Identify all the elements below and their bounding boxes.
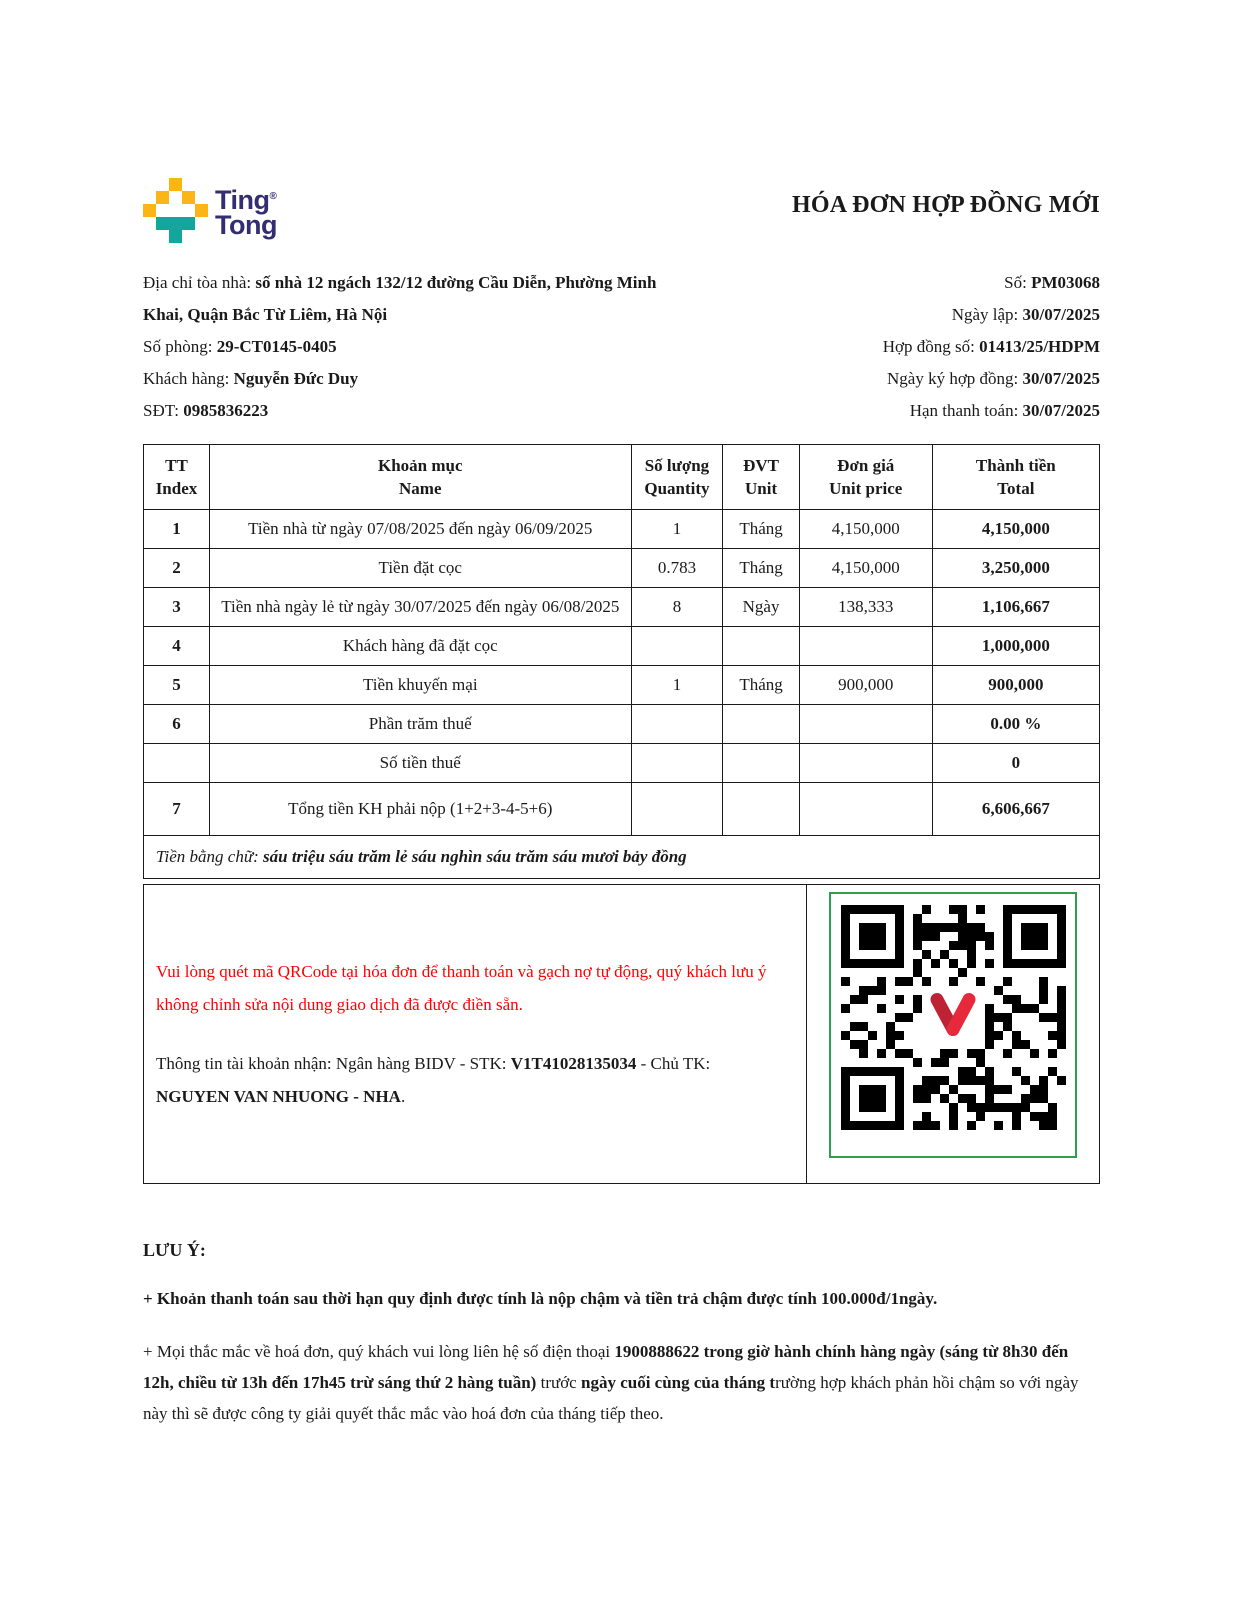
table-cell-total: 1,106,667 xyxy=(932,588,1099,627)
table-cell-index: 4 xyxy=(144,627,210,666)
table-cell-name: Số tiền thuế xyxy=(209,744,631,783)
qr-cell xyxy=(807,885,1099,1183)
header xyxy=(143,178,1100,242)
table-row xyxy=(144,627,1100,666)
page-title: HÓA ĐƠN HỢP ĐỒNG MỚI xyxy=(791,192,1100,218)
table-cell-price xyxy=(799,705,932,744)
table-cell-price: 138,333 xyxy=(799,588,932,627)
tingtong-logo-icon xyxy=(143,178,206,242)
invoice-table-body xyxy=(144,510,1100,836)
table-cell-qty: 1 xyxy=(631,666,723,705)
bank-account-info: Thông tin tài khoản nhận: Ngân hàng BIDV - STK: V1T41028135034 - Chủ TK: NGUYEN VAN NHUONG - NHA. xyxy=(156,1053,711,1106)
table-cell-name: Tiền nhà ngày lẻ từ ngày 30/07/2025 đến ngày 06/08/2025 xyxy=(209,588,631,627)
amount-in-words: Tiền bằng chữ: sáu triệu sáu trăm lẻ sáu nghìn sáu trăm sáu mươi bảy đồng xyxy=(143,835,1100,879)
table-row xyxy=(144,705,1100,744)
table-cell-qty: 1 xyxy=(631,510,723,549)
invoice-info xyxy=(143,267,1100,427)
notes-heading: LƯU Ý: xyxy=(143,1239,206,1260)
brand-wordmark: Ting® Tong xyxy=(215,185,277,240)
table-cell-index: 7 xyxy=(144,783,210,836)
table-cell-unit: Ngày xyxy=(723,588,799,627)
table-cell-name: Tiền nhà từ ngày 07/08/2025 đến ngày 06/09/2025 xyxy=(209,510,631,549)
table-cell-price xyxy=(799,627,932,666)
table-cell-price: 4,150,000 xyxy=(799,549,932,588)
table-cell-name: Tiền khuyến mại xyxy=(209,666,631,705)
notes-section xyxy=(143,1240,1100,1429)
invoice-number: Số: PM03068 xyxy=(1004,273,1100,292)
contract-sign-date: Ngày ký hợp đồng: 30/07/2025 xyxy=(887,369,1100,388)
table-row xyxy=(144,744,1100,783)
col-header-quantity: Số lượng Quantity xyxy=(631,445,723,510)
table-cell-name: Phần trăm thuế xyxy=(209,705,631,744)
table-cell-index: 1 xyxy=(144,510,210,549)
table-row xyxy=(144,588,1100,627)
payment-instructions xyxy=(144,885,807,1183)
col-header-unit: ĐVT Unit xyxy=(723,445,799,510)
table-cell-unit xyxy=(723,627,799,666)
table-cell-index: 6 xyxy=(144,705,210,744)
building-address: Địa chỉ tòa nhà: số nhà 12 ngách 132/12 đường Cầu Diễn, Phường Minh Khai, Quận Bắc Từ Liêm, Hà Nội xyxy=(143,273,657,324)
table-cell-index: 5 xyxy=(144,666,210,705)
table-cell-name: Khách hàng đã đặt cọc xyxy=(209,627,631,666)
table-cell-unit xyxy=(723,744,799,783)
issue-date: Ngày lập: 30/07/2025 xyxy=(951,305,1100,324)
table-cell-price xyxy=(799,783,932,836)
col-header-index: TT Index xyxy=(144,445,210,510)
brand-logo xyxy=(143,178,277,242)
late-payment-note: + Khoản thanh toán sau thời hạn quy định được tính là nộp chậm và tiền trả chậm được tính 100.000đ/1ngày. xyxy=(143,1288,938,1308)
table-cell-qty xyxy=(631,783,723,836)
customer-name: Khách hàng: Nguyễn Đức Duy xyxy=(143,369,359,388)
table-cell-total: 0 xyxy=(932,744,1099,783)
table-cell-total: 1,000,000 xyxy=(932,627,1099,666)
table-row xyxy=(144,510,1100,549)
table-cell-total: 0.00 % xyxy=(932,705,1099,744)
invoice-table-header xyxy=(144,445,1100,510)
table-cell-name: Tổng tiền KH phải nộp (1+2+3-4-5+6) xyxy=(209,783,631,836)
room-number: Số phòng: 29-CT0145-0405 xyxy=(143,337,337,356)
table-cell-index: 3 xyxy=(144,588,210,627)
payment-due-date: Hạn thanh toán: 30/07/2025 xyxy=(909,401,1100,420)
table-row xyxy=(144,666,1100,705)
col-header-unit-price: Đơn giá Unit price xyxy=(799,445,932,510)
payment-box xyxy=(143,884,1100,1184)
table-cell-qty xyxy=(631,627,723,666)
table-cell-total: 900,000 xyxy=(932,666,1099,705)
registered-mark: ® xyxy=(269,191,277,202)
invoice-table xyxy=(143,444,1100,836)
qr-code-icon xyxy=(841,905,1066,1130)
table-cell-unit: Tháng xyxy=(723,666,799,705)
table-cell-price: 900,000 xyxy=(799,666,932,705)
table-cell-unit xyxy=(723,783,799,836)
table-row xyxy=(144,549,1100,588)
vietqr-v-icon xyxy=(928,992,978,1043)
table-cell-index: 2 xyxy=(144,549,210,588)
table-cell-unit: Tháng xyxy=(723,510,799,549)
invoice-meta xyxy=(691,267,1100,427)
col-header-total: Thành tiền Total xyxy=(932,445,1099,510)
col-header-name: Khoản mục Name xyxy=(209,445,631,510)
table-cell-name: Tiền đặt cọc xyxy=(209,549,631,588)
customer-phone: SĐT: 0985836223 xyxy=(143,401,269,420)
customer-info xyxy=(143,267,691,427)
table-cell-unit: Tháng xyxy=(723,549,799,588)
table-cell-index xyxy=(144,744,210,783)
table-cell-price xyxy=(799,744,932,783)
hotline-note: + Mọi thắc mắc về hoá đơn, quý khách vui lòng liên hệ số điện thoại 1900888622 trong giờ hành chính hàng ngày (sáng từ 8h30 đến 12h, chiều từ 13h đến 17h45 trừ sáng thứ 2 hàng tuần) trước ngày cuối cùng của tháng trường hợp khách phản hồi chậm so với ngày này thì sẽ được công ty giải quyết thắc mắc vào hoá đơn của tháng tiếp theo. xyxy=(143,1341,1079,1423)
table-cell-total: 3,250,000 xyxy=(932,549,1099,588)
qr-frame xyxy=(829,892,1077,1158)
table-cell-qty: 8 xyxy=(631,588,723,627)
table-cell-qty xyxy=(631,744,723,783)
table-cell-qty xyxy=(631,705,723,744)
qr-payment-notice: Vui lòng quét mã QRCode tại hóa đơn để thanh toán và gạch nợ tự động, quý khách lưu ý không chỉnh sửa nội dung giao dịch đã được điền sẵn. xyxy=(156,961,767,1014)
table-cell-price: 4,150,000 xyxy=(799,510,932,549)
table-row xyxy=(144,783,1100,836)
table-cell-total: 6,606,667 xyxy=(932,783,1099,836)
table-cell-qty: 0.783 xyxy=(631,549,723,588)
contract-number: Hợp đồng số: 01413/25/HDPM xyxy=(882,337,1100,356)
table-cell-unit xyxy=(723,705,799,744)
table-cell-total: 4,150,000 xyxy=(932,510,1099,549)
